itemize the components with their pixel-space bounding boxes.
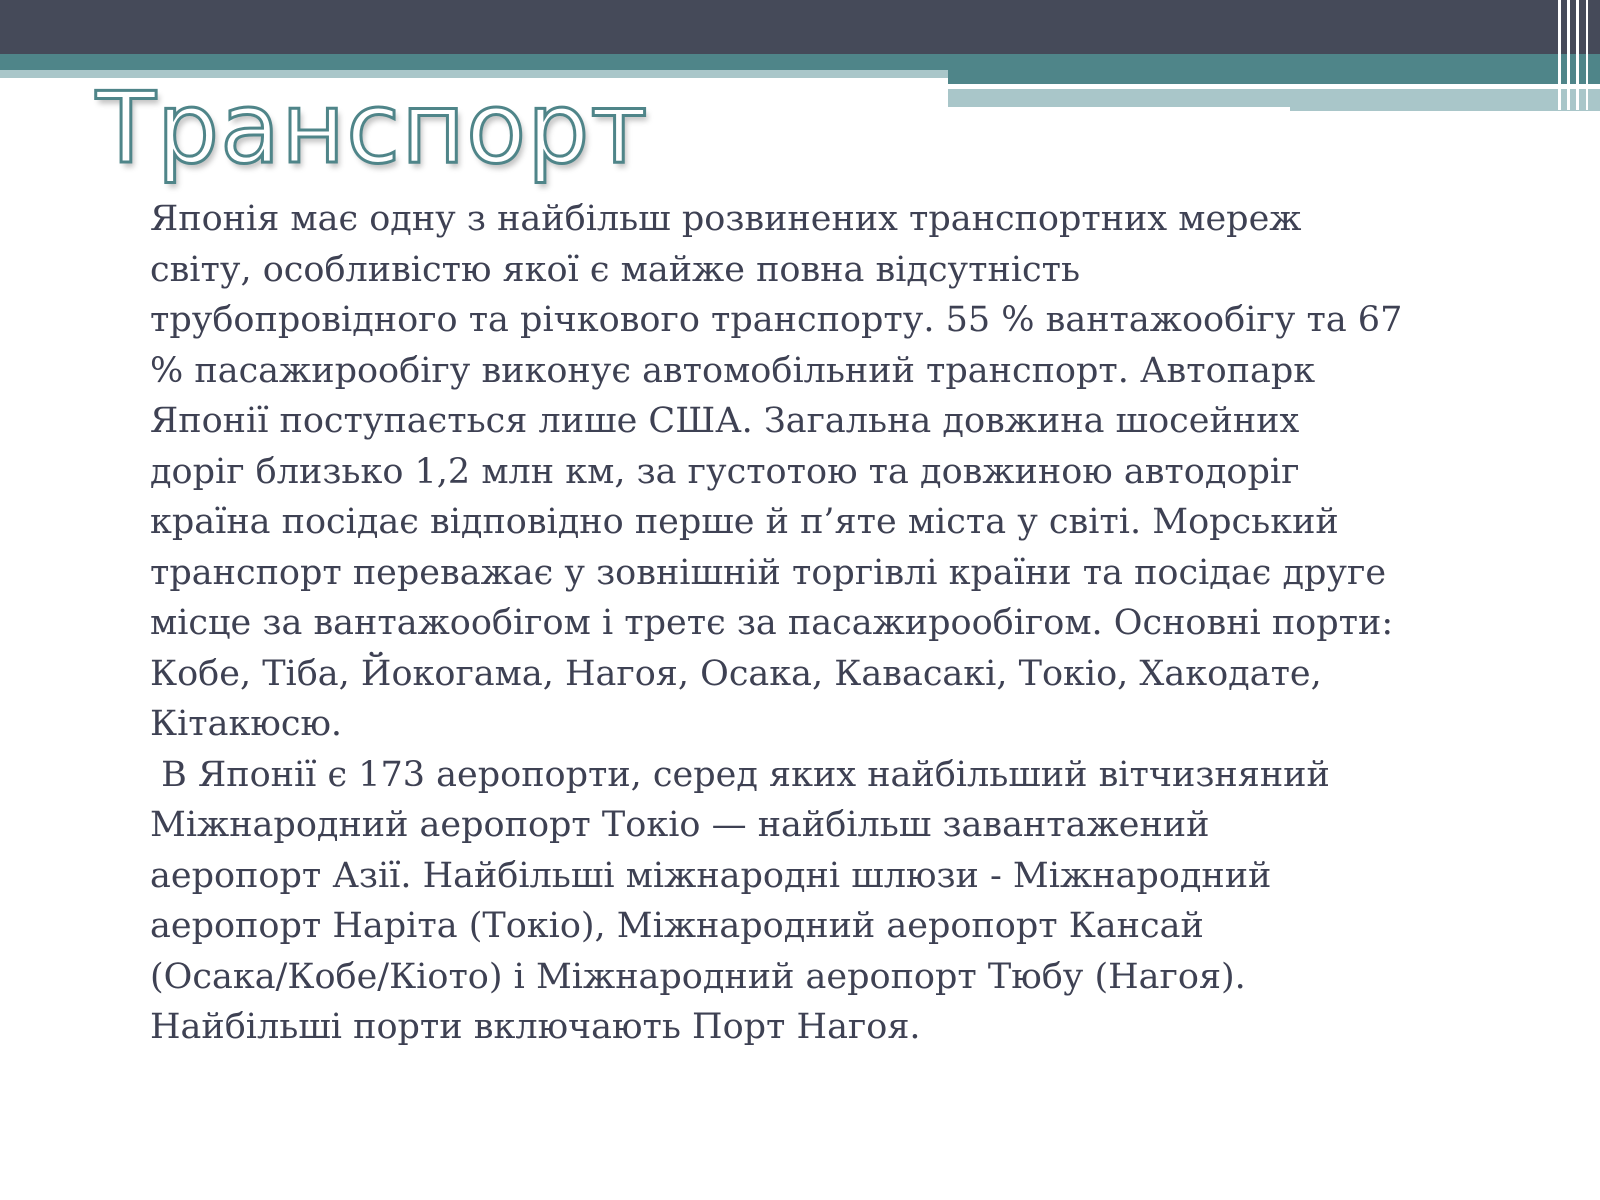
body-line: аеропорт Наріта (Токіо), Міжнародний аеропорт Кансай — [150, 906, 1204, 946]
body-line: трубопровідного та річкового транспорту. 55 % вантажообігу та 67 — [150, 300, 1403, 340]
decor-vertical-line — [1576, 0, 1579, 110]
decor-vertical-line — [1558, 0, 1561, 110]
slide-body-text — [150, 194, 1480, 1053]
body-line: В Японії є 173 аеропорти, серед яких найбільший вітчизняний — [150, 754, 1330, 795]
body-line: (Осака/Кобе/Кіото) і Міжнародний аеропорт Тюбу (Нагоя). — [150, 956, 1246, 997]
body-line: Міжнародний аеропорт Токіо — найбільш завантажений — [150, 805, 1210, 845]
body-line: світу, особливістю якої є майже повна відсутність — [150, 249, 1081, 290]
body-line: Японії поступається лише США. Загальна довжина шосейних — [150, 401, 1300, 441]
header-teal-band-right — [948, 70, 1600, 84]
header-teal-band — [0, 54, 1600, 70]
body-line: Кобе, Тіба, Йокогама, Нагоя, Осака, Кавасакі, Токіо, Хакодате, — [150, 653, 1322, 694]
body-line: місце за вантажообігом і третє за пасажирообігом. Основні порти: — [150, 603, 1394, 643]
body-line: країна посідає відповідно перше й п’яте міста у світі. Морський — [150, 502, 1339, 542]
header-dark-band — [0, 0, 1600, 54]
decor-vertical-line — [1586, 0, 1588, 110]
header-light-band-right — [948, 89, 1600, 107]
body-line: % пасажирообігу виконує автомобільний транспорт. Автопарк — [150, 350, 1316, 391]
header-light-stripe-right — [1290, 107, 1600, 111]
decor-vertical-line — [1567, 0, 1570, 110]
body-line: аеропорт Азії. Найбільші міжнародні шлюзи - Міжнародний — [150, 855, 1272, 896]
body-line: Японія має одну з найбільш розвинених транспортних мереж — [150, 199, 1302, 239]
body-line: транспорт переважає у зовнішній торгівлі країни та посідає друге — [150, 552, 1387, 593]
slide-title: Транспорт — [96, 72, 649, 186]
body-line: Кітакюсю. — [150, 704, 343, 744]
body-line: доріг близько 1,2 млн км, за густотою та довжиною автодоріг — [150, 451, 1300, 492]
body-line: Найбільші порти включають Порт Нагоя. — [150, 1007, 921, 1047]
